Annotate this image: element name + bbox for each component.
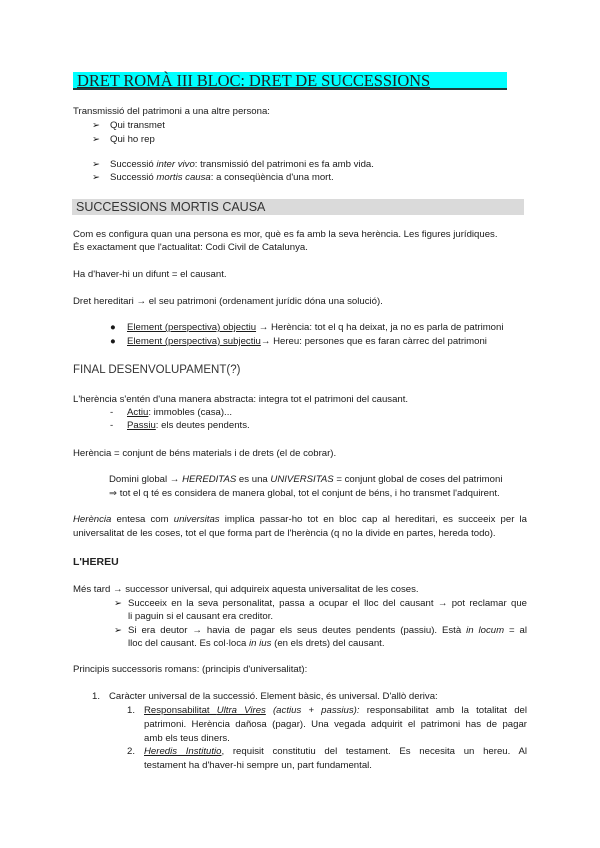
element-rest: → Herència: tot el q ha deixat, ja no es parla de patrimoni	[256, 322, 504, 333]
section-heading-bar	[72, 199, 524, 215]
sub-item-line: testament ha d'haver-hi sempre un, part fundamental.	[144, 760, 372, 771]
asset-label: Actiu	[127, 407, 149, 418]
text-run-italic: universitas	[173, 514, 220, 525]
text-run-italic: Ultra Vires	[216, 705, 266, 716]
list-number: 2.	[127, 746, 136, 757]
text-run-italic: HEREDITAS	[182, 474, 237, 485]
succession-rest: : transmissió del patrimoni es fa amb vida.	[194, 159, 374, 170]
arrow-bullet-icon: ➢	[92, 120, 101, 131]
document-title: DRET ROMÀ III BLOC: DRET DE SUCCESSIONS	[77, 71, 431, 90]
element-label: Element (perspectiva) subjectiu	[127, 336, 261, 347]
succession-type-item	[110, 159, 374, 171]
succession-rest: : a conseqüència d'una mort.	[210, 172, 334, 183]
paragraph-line: Com es configura quan una persona es mor, què es fa amb la seva herència. Les figures jurídiques.	[73, 229, 498, 240]
hereu-item-line	[128, 638, 385, 650]
intro-item: Qui transmet	[110, 120, 165, 131]
succession-prefix: Successió	[110, 172, 157, 183]
paragraph: L'herència s'entén d'una manera abstracta: integra tot el patrimoni del causant.	[73, 394, 409, 405]
dash-icon: -	[110, 407, 114, 418]
paragraph-line	[73, 514, 527, 526]
hereu-item-line: li paguin si el causant era creditor.	[128, 611, 274, 622]
paragraph-line: universalitat de les coses, tot el que forma part de l'herència (q no la divide en partes, hereda todo).	[73, 528, 496, 539]
paragraph: Herència = conjunt de béns materials i de drets (el de cobrar).	[73, 448, 337, 459]
succession-term: mortis causa	[156, 172, 211, 183]
text-run: lloc del causant. Es col·loca	[128, 638, 250, 649]
arrow-bullet-icon: ➢	[92, 159, 101, 170]
paragraph-line: És exactament que l'actualitat: Codi Civil de Catalunya.	[73, 242, 308, 253]
succession-term: inter vivo	[156, 159, 195, 170]
text-run-italic: in locum	[466, 625, 505, 636]
element-item	[127, 322, 504, 334]
text-run: Responsabilitat	[144, 705, 217, 716]
succession-type-item	[110, 172, 334, 184]
list-number: 1.	[127, 705, 136, 716]
element-label: Element (perspectiva) objectiu	[127, 322, 257, 333]
text-run: es una	[236, 474, 271, 485]
sub-item-line	[144, 705, 527, 717]
text-run: entesa com	[111, 514, 174, 525]
asset-rest: : immobles (casa)...	[148, 407, 233, 418]
dash-icon: -	[110, 420, 114, 431]
sub-item-line	[144, 746, 527, 758]
section-heading: SUCCESSIONS MORTIS CAUSA	[76, 200, 266, 214]
paragraph: Principis successoris romans: (principis d'universalitat):	[73, 664, 308, 675]
arrow-bullet-icon: ➢	[114, 625, 123, 636]
text-run-italic: Herència	[73, 514, 112, 525]
asset-rest: : els deutes pendents.	[155, 420, 250, 431]
text-run-italic-underlined: Heredis Institutio	[144, 746, 222, 757]
list-number: 1.	[92, 691, 101, 702]
asset-label: Passiu	[127, 420, 156, 431]
element-rest: → Hereu: persones que es faran càrrec del patrimoni	[260, 336, 487, 347]
text-run-italic: in ius	[249, 638, 272, 649]
element-item	[127, 336, 487, 348]
arrow-bullet-icon: ➢	[92, 134, 101, 145]
text-run: , requisit constitutiu del testament. Es necesita un hereu. Al	[221, 746, 527, 757]
succession-prefix: Successió	[110, 159, 157, 170]
paragraph: Ha d'haver-hi un difunt = el causant.	[73, 269, 227, 280]
hereu-item-line	[128, 625, 527, 637]
text-run-italic: UNIVERSITAS	[270, 474, 334, 485]
text-run: (en els drets) del causant.	[271, 638, 385, 649]
text-run: Domini global →	[109, 474, 183, 485]
arrow-bullet-icon: ➢	[92, 172, 101, 183]
asset-item	[127, 420, 250, 432]
sub-item-line: amb els teus diners.	[144, 733, 230, 744]
hereu-item-line: Succeeix en la seva personalitat, passa a ocupar el lloc del causant → pot reclamar que	[128, 598, 527, 609]
paragraph: Més tard → successor universal, qui adquireix aquesta universalitat de les coses.	[73, 584, 419, 595]
sub-item-line: patrimoni. Herència dañosa (pagar). Una vegada adquirit el patrimoni has de pagar	[144, 719, 527, 730]
text-run: Si era deutor → havia de pagar els seus deutes pendents (passiu). Està	[128, 625, 467, 636]
paragraph: Dret hereditari → el seu patrimoni (ordenament jurídic dóna una solució).	[73, 296, 383, 307]
asset-item	[127, 407, 232, 419]
text-run: = conjunt global de coses del patrimoni	[333, 474, 503, 485]
bullet-icon: ●	[110, 336, 116, 347]
intro-text: Transmissió del patrimoni a una altre persona:	[73, 106, 270, 117]
domini-line: ⇒ tot el q té es considera de manera global, tot el conjunt de béns, i ho transmet l'adquirent.	[109, 488, 500, 499]
intro-item: Qui ho rep	[110, 134, 155, 145]
text-run: = al	[504, 625, 527, 636]
section-heading: FINAL DESENVOLUPAMENT(?)	[73, 364, 241, 376]
numbered-item: Caràcter universal de la successió. Element bàsic, és universal. D'allò deriva:	[109, 691, 438, 702]
text-run-italic: (actius + passius):	[265, 705, 360, 716]
arrow-bullet-icon: ➢	[114, 598, 123, 609]
text-run: responsabilitat amb la totalitat del	[359, 705, 528, 716]
document-title-bar	[73, 72, 507, 90]
domini-line	[109, 474, 502, 486]
section-heading: L'HEREU	[73, 556, 119, 568]
text-run-underlined	[144, 705, 266, 716]
bullet-icon: ●	[110, 322, 116, 333]
text-run: implica passar-ho tot en bloc cap al hereditari, es succeeix per la	[219, 514, 527, 525]
